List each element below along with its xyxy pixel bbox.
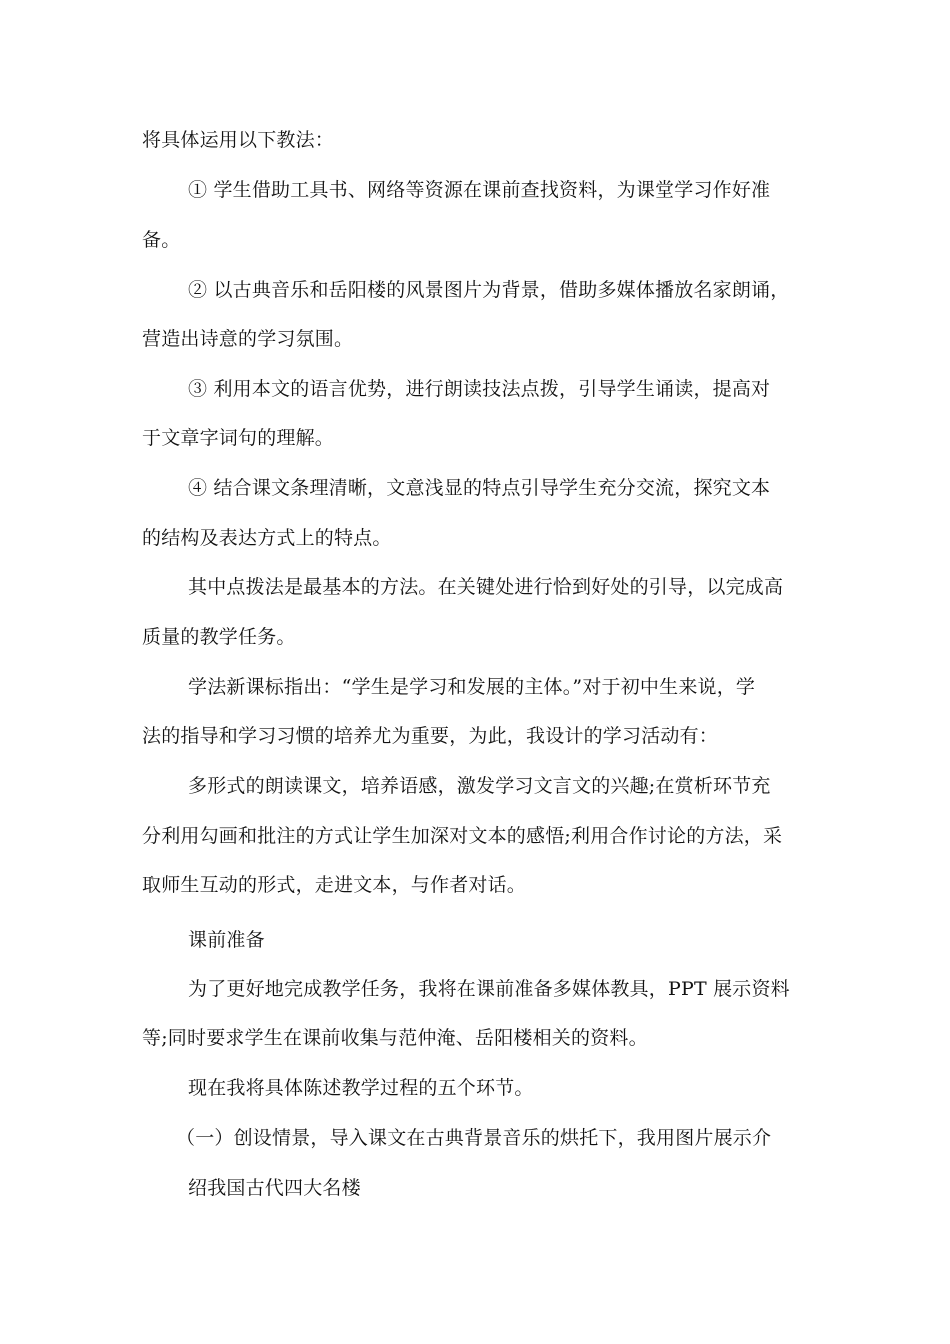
section-heading: 课前准备 xyxy=(188,929,265,951)
text-line: 的结构及表达方式上的特点。 xyxy=(142,527,392,549)
text-line: 备。 xyxy=(142,229,181,251)
text-line: 多形式的朗读课文，培养语感，激发学习文言文的兴趣;在赏析环节充 xyxy=(188,775,771,797)
text-line: ④ 结合课文条理清晰，文意浅显的特点引导学生充分交流，探究文本 xyxy=(188,477,771,499)
text-line: 分利用勾画和批注的方式让学生加深对文本的感悟;利用合作讨论的方法，采 xyxy=(142,825,783,847)
text-line: 其中点拨法是最基本的方法。在关键处进行恰到好处的引导，以完成高 xyxy=(188,576,784,598)
text-line: ① 学生借助工具书、网络等资源在课前查找资料，为课堂学习作好准 xyxy=(188,179,771,201)
text-line: 学法新课标指出：“学生是学习和发展的主体。”对于初中生来说，学 xyxy=(188,676,756,698)
text-line: 质量的教学任务。 xyxy=(142,626,296,648)
text-line: ② 以古典音乐和岳阳楼的风景图片为背景，借助多媒体播放名家朗诵， xyxy=(188,279,790,301)
text-line: 将具体运用以下教法： xyxy=(142,129,335,151)
text-line: 为了更好地完成教学任务，我将在课前准备多媒体教具，PPT 展示资料 xyxy=(188,978,790,1000)
text-line: 于文章字词句的理解。 xyxy=(142,427,335,449)
text-line: 现在我将具体陈述教学过程的五个环节。 xyxy=(188,1077,534,1099)
text-line: 绍我国古代四大名楼 xyxy=(188,1177,361,1199)
text-line: 取师生互动的形式，走进文本，与作者对话。 xyxy=(142,874,527,896)
text-line: 法的指导和学习习惯的培养尤为重要，为此，我设计的学习活动有： xyxy=(142,725,719,747)
text-line: 营造出诗意的学习氛围。 xyxy=(142,328,354,350)
text-line: ③ 利用本文的语言优势，进行朗读技法点拨，引导学生诵读，提高对 xyxy=(188,378,771,400)
text-line: （一）创设情景，导入课文在古典背景音乐的烘托下，我用图片展示介 xyxy=(176,1127,772,1149)
text-line: 等;同时要求学生在课前收集与范仲淹、岳阳楼相关的资料。 xyxy=(142,1027,648,1049)
